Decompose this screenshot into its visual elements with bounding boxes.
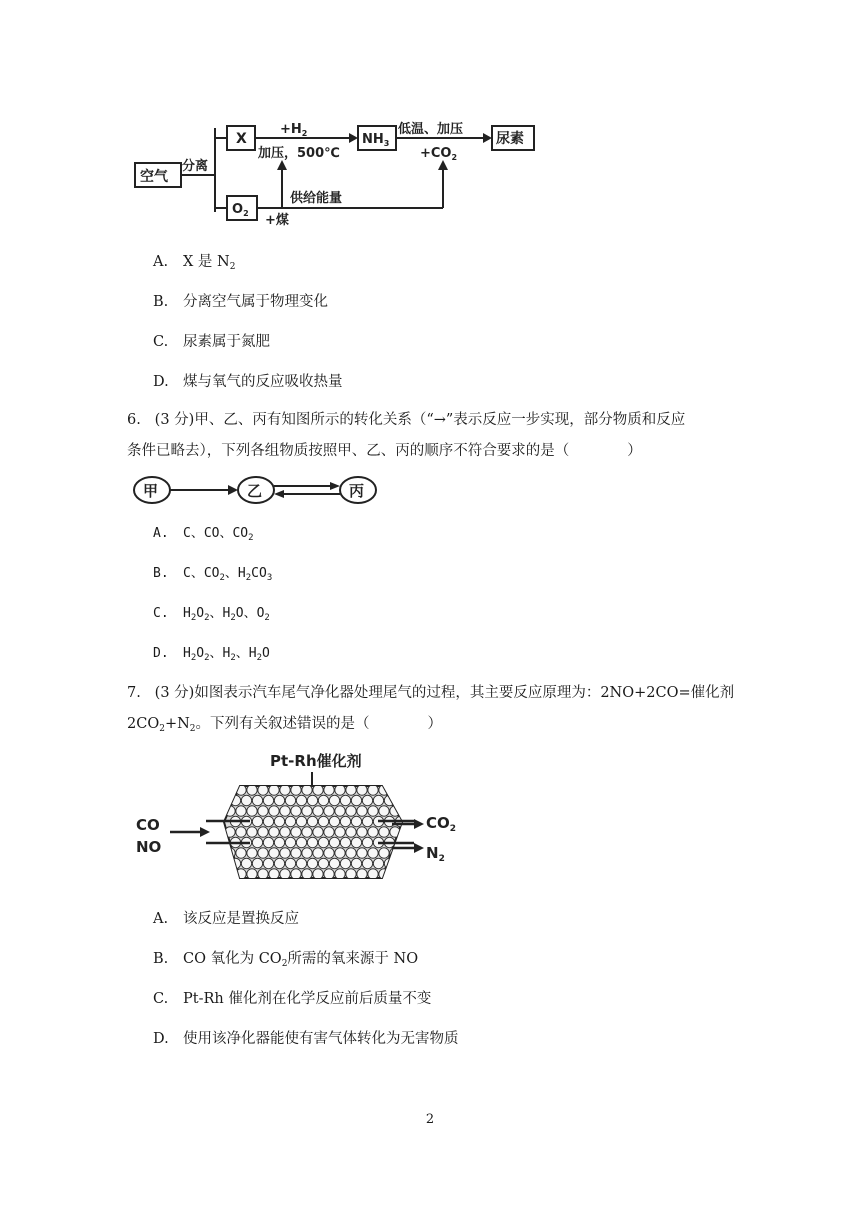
catalyst-pellet xyxy=(368,827,378,837)
catalyst-pellet xyxy=(269,827,279,837)
q6-option-d[interactable]: D. $H_2O_2$、$H_2$、$H_2O$ xyxy=(153,646,270,663)
catalyst-pellet xyxy=(324,869,334,879)
urea-process-diagram xyxy=(130,120,550,230)
catalyst-pellet xyxy=(373,795,383,805)
catalyst-pellet xyxy=(258,806,268,816)
catalyst-pellet xyxy=(302,827,312,837)
input-co-label: CO xyxy=(136,816,160,834)
catalyst-pellet xyxy=(263,795,273,805)
catalyst-pellet xyxy=(379,806,389,816)
catalyst-pellet xyxy=(340,795,350,805)
catalyst-pellet xyxy=(241,795,251,805)
catalyst-pellet xyxy=(340,816,350,826)
catalyst-pellet xyxy=(346,848,356,858)
catalyst-pellet xyxy=(252,858,262,868)
condition2-label: 低温、加压 xyxy=(398,122,464,137)
catalyst-pellet xyxy=(280,827,290,837)
catalyst-pellet xyxy=(269,869,279,879)
q7-option-c[interactable]: C. Pt-Rh 催化剂在化学反应前后质量不变 xyxy=(153,991,432,1007)
output-n2-label: $N_2$ xyxy=(426,844,445,864)
q6-conversion-diagram xyxy=(130,472,390,508)
catalyst-pellet xyxy=(291,848,301,858)
catalyst-pellet xyxy=(335,848,345,858)
catalyst-pellet xyxy=(390,785,400,795)
catalyst-pellet xyxy=(307,816,317,826)
catalyst-pellet xyxy=(236,848,246,858)
node-bing-label: 丙 xyxy=(349,482,365,500)
catalyst-pellet xyxy=(291,827,301,837)
catalyst-pellet xyxy=(263,816,273,826)
catalyst-pellet xyxy=(329,795,339,805)
catalyst-pellet xyxy=(351,795,361,805)
catalyst-pellet xyxy=(329,858,339,868)
condition1-label: 加压，500℃ xyxy=(258,146,340,161)
catalyst-pellet xyxy=(357,848,367,858)
coal-label: +煤 xyxy=(265,213,289,228)
catalyst-label: Pt-Rh催化剂 xyxy=(270,752,362,770)
q6-stem xyxy=(127,405,737,467)
catalyst-pellet xyxy=(296,858,306,868)
catalyst-pellet xyxy=(302,869,312,879)
catalyst-pellet xyxy=(225,869,235,879)
catalyst-pellet xyxy=(379,827,389,837)
output-co2-label: $CO_2$ xyxy=(426,814,457,834)
q5-option-c[interactable]: C. 尿素属于氮肥 xyxy=(153,334,270,350)
catalyst-pellet xyxy=(247,806,257,816)
catalyst-pellet xyxy=(368,785,378,795)
catalyst-pellet xyxy=(252,837,262,847)
node-jia-label: 甲 xyxy=(143,482,159,500)
catalyst-pellet xyxy=(307,858,317,868)
catalyst-pellet xyxy=(225,785,235,795)
catalyst-pellet xyxy=(313,806,323,816)
catalyst-pellet xyxy=(285,795,295,805)
catalyst-pellet xyxy=(368,869,378,879)
catalyst-pellet xyxy=(335,806,345,816)
catalyst-pellet xyxy=(247,848,257,858)
catalyst-pellet xyxy=(368,806,378,816)
q6-option-b[interactable]: B. C、$CO_2$、$H_2CO_3$ xyxy=(153,566,273,583)
catalyst-pellet xyxy=(241,858,251,868)
x-label: X xyxy=(236,131,247,147)
catalyst-pellet xyxy=(302,785,312,795)
catalyst-pellet xyxy=(263,858,273,868)
catalyst-pellet xyxy=(296,837,306,847)
q7-option-a[interactable]: A. 该反应是置换反应 xyxy=(153,911,299,927)
catalyst-pellet xyxy=(296,795,306,805)
catalyst-pellet xyxy=(263,837,273,847)
catalyst-pellet xyxy=(329,837,339,847)
catalyst-pellet xyxy=(291,785,301,795)
catalyst-pellet xyxy=(302,806,312,816)
catalyst-pellet xyxy=(351,858,361,868)
catalyst-pellet xyxy=(324,785,334,795)
catalyst-pellet xyxy=(351,837,361,847)
catalyst-pellet xyxy=(307,795,317,805)
catalyst-pellet xyxy=(236,827,246,837)
catalyst-pellet xyxy=(362,858,372,868)
q7-line2: $2CO_2+N_2$。下列有关叙述错误的是（ ） xyxy=(127,716,443,734)
catalyst-pellet xyxy=(302,848,312,858)
q6-option-a[interactable]: A. C、CO、$CO_2$ xyxy=(153,526,254,543)
catalyst-pellet xyxy=(291,869,301,879)
catalyst-pellet xyxy=(296,816,306,826)
catalyst-pellet xyxy=(280,806,290,816)
catalyst-pellet xyxy=(379,848,389,858)
catalyst-pellet xyxy=(313,827,323,837)
catalyst-pellet xyxy=(313,848,323,858)
catalyst-pellet xyxy=(280,848,290,858)
catalytic-converter-diagram xyxy=(130,748,470,888)
catalyst-pellet xyxy=(318,858,328,868)
q5-option-d[interactable]: D. 煤与氧气的反应吸收热量 xyxy=(153,374,343,390)
catalyst-pellet xyxy=(318,816,328,826)
catalyst-pellet xyxy=(340,837,350,847)
catalyst-pellet xyxy=(274,816,284,826)
q7-number: 7. xyxy=(127,685,141,701)
catalyst-pellet xyxy=(324,827,334,837)
catalyst-pellet xyxy=(335,827,345,837)
q5-option-a[interactable]: A. X 是 $N_2$ xyxy=(153,254,236,272)
catalyst-pellet xyxy=(362,816,372,826)
urea-label: 尿素 xyxy=(496,131,524,147)
catalyst-pellet xyxy=(346,806,356,816)
catalyst-pellet xyxy=(313,785,323,795)
catalyst-pellet xyxy=(357,806,367,816)
catalyst-pellet xyxy=(236,806,246,816)
catalyst-pellet xyxy=(269,848,279,858)
catalyst-pellet xyxy=(357,827,367,837)
q6-line2: 条件已略去），下列各组物质按照甲、乙、丙的顺序不符合要求的是（ ） xyxy=(127,443,642,459)
catalyst-pellet xyxy=(285,858,295,868)
catalyst-pellet xyxy=(373,858,383,868)
catalyst-pellet xyxy=(274,837,284,847)
catalyst-pellet xyxy=(258,869,268,879)
catalyst-pellet xyxy=(395,795,405,805)
catalyst-pellet xyxy=(346,785,356,795)
catalyst-pellet xyxy=(346,869,356,879)
catalyst-pellet xyxy=(335,869,345,879)
catalyst-pellet xyxy=(252,816,262,826)
catalyst-pellet xyxy=(285,837,295,847)
q7-line1: (3 分)如图表示汽车尾气净化器处理尾气的过程，其主要反应原理为：2NO+2CO=催化剂 xyxy=(154,685,735,701)
catalyst-pellet xyxy=(324,848,334,858)
catalyst-pellet xyxy=(247,785,257,795)
h2-label: $+H_2$ xyxy=(280,122,308,138)
catalyst-pellet xyxy=(335,785,345,795)
catalyst-pellet xyxy=(280,785,290,795)
q6-line1: (3 分)甲、乙、丙有知图所示的转化关系（“→”表示反应一步实现，部分物质和反应 xyxy=(154,412,686,428)
catalyst-pellet xyxy=(269,806,279,816)
catalyst-pellet xyxy=(258,785,268,795)
nh3-label: $NH_3$ xyxy=(362,132,390,148)
catalyst-pellet xyxy=(390,869,400,879)
catalyst-pellet xyxy=(313,869,323,879)
catalyst-pellet xyxy=(379,785,389,795)
input-no-label: NO xyxy=(136,838,162,856)
catalyst-pellet xyxy=(291,806,301,816)
catalyst-pellet xyxy=(368,848,378,858)
catalyst-pellet xyxy=(269,785,279,795)
catalyst-pellet xyxy=(280,869,290,879)
catalyst-pellet xyxy=(346,827,356,837)
catalyst-pellet xyxy=(318,837,328,847)
catalyst-pellet xyxy=(247,869,257,879)
catalyst-pellet xyxy=(274,795,284,805)
catalyst-pellet xyxy=(357,785,367,795)
node-yi-label: 乙 xyxy=(247,482,263,500)
catalyst-pellet xyxy=(362,795,372,805)
catalyst-pellet xyxy=(324,806,334,816)
q6-number: 6. xyxy=(127,412,141,428)
o2-label: $O_2$ xyxy=(232,202,249,218)
catalyst-pellet xyxy=(252,795,262,805)
q6-option-c[interactable]: C. $H_2O_2$、$H_2O$、$O_2$ xyxy=(153,606,270,623)
air-label: 空气 xyxy=(140,169,168,185)
q5-option-b[interactable]: B. 分离空气属于物理变化 xyxy=(153,294,328,310)
catalyst-pellet xyxy=(351,816,361,826)
catalyst-pellet xyxy=(362,837,372,847)
q7-option-b[interactable]: B. CO 氧化为 $CO_2$所需的氧来源于 NO xyxy=(153,951,419,969)
catalyst-pellet xyxy=(258,848,268,858)
co2-label: $+CO_2$ xyxy=(420,146,458,162)
catalyst-pellet xyxy=(340,858,350,868)
page-number: 2 xyxy=(425,1112,435,1127)
q7-option-d[interactable]: D. 使用该净化器能使有害气体转化为无害物质 xyxy=(153,1031,459,1047)
catalyst-pellet xyxy=(274,858,284,868)
catalyst-pellets xyxy=(225,785,406,879)
catalyst-pellet xyxy=(318,795,328,805)
q7-stem xyxy=(127,678,737,745)
catalyst-pellet xyxy=(329,816,339,826)
catalyst-pellet xyxy=(258,827,268,837)
catalyst-pellet xyxy=(307,837,317,847)
energy-label: 供给能量 xyxy=(290,191,343,206)
catalyst-pellet xyxy=(395,858,405,868)
catalyst-pellet xyxy=(357,869,367,879)
separate-label: 分离 xyxy=(182,159,209,174)
catalyst-pellet xyxy=(247,827,257,837)
catalyst-pellet xyxy=(285,816,295,826)
